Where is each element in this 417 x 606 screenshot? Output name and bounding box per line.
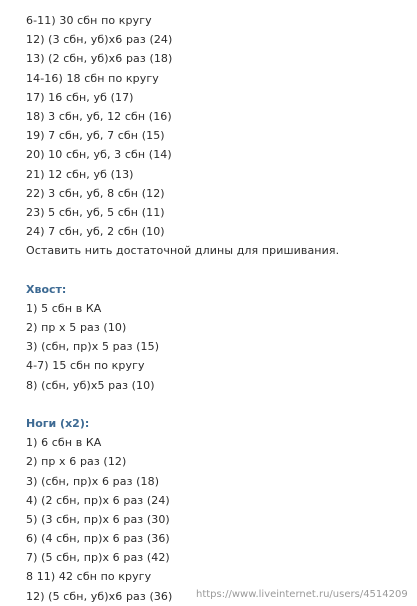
pattern-row: 7) (5 сбн, пр)х 6 раз (42) xyxy=(26,551,170,565)
pattern-row: 17) 16 сбн, уб (17) xyxy=(26,90,134,104)
section-spacer xyxy=(26,260,411,279)
pattern-row: 20) 10 сбн, уб, 3 сбн (14) xyxy=(26,148,172,162)
pattern-row: 3) (сбн, пр)х 6 раз (18) xyxy=(26,474,160,488)
pattern-row: 13) (2 сбн, уб)х6 раз (18) xyxy=(26,52,173,66)
pattern-row: 18) 3 сбн, уб, 12 сбн (16) xyxy=(26,109,172,123)
pattern-row: 21) 12 сбн, уб (13) xyxy=(26,167,134,181)
pattern-row: 24) 7 сбн, уб, 2 сбн (10) xyxy=(26,225,165,239)
pattern-row: 4-7) 15 сбн по кругу xyxy=(26,359,145,373)
pattern-row: 4) (2 сбн, пр)х 6 раз (24) xyxy=(26,493,170,507)
pattern-row: 14-16) 18 сбн по кругу xyxy=(26,71,159,85)
section-spacer xyxy=(26,395,411,414)
pattern-row: 1) 5 сбн в КА xyxy=(26,301,102,315)
pattern-row: 5) (3 сбн, пр)х 6 раз (30) xyxy=(26,512,170,526)
pattern-row: 2) пр х 6 раз (12) xyxy=(26,455,127,469)
pattern-row: 1) 6 сбн в КА xyxy=(26,436,102,450)
pattern-row: 3) (сбн, пр)х 5 раз (15) xyxy=(26,340,160,354)
finishing-note: Оставить нить достаточной длины для пришивания. xyxy=(26,244,340,258)
pattern-row: 12) (3 сбн, уб)х6 раз (24) xyxy=(26,33,173,47)
pattern-row: 8 11) 42 сбн по кругу xyxy=(26,570,152,584)
pattern-row: 6) (4 сбн, пр)х 6 раз (36) xyxy=(26,532,170,546)
legs-section xyxy=(26,414,411,606)
tail-section xyxy=(26,280,411,395)
legs-heading: Ноги (х2): xyxy=(26,416,90,430)
head-section xyxy=(26,11,411,260)
tail-heading: Хвост: xyxy=(26,282,67,296)
pattern-row: 12) (5 сбн, уб)х6 раз (36) xyxy=(26,589,173,603)
pattern-row: 22) 3 сбн, уб, 8 сбн (12) xyxy=(26,186,165,200)
pattern-row: 8) (сбн, уб)х5 раз (10) xyxy=(26,378,155,392)
pattern-document xyxy=(26,11,411,606)
pattern-row: 6-11) 30 сбн по кругу xyxy=(26,14,152,27)
source-watermark: https://www.liveinternet.ru/users/4514209 xyxy=(196,589,408,600)
pattern-row: 2) пр х 5 раз (10) xyxy=(26,321,127,334)
pattern-row: 19) 7 сбн, уб, 7 сбн (15) xyxy=(26,129,165,143)
pattern-row: 23) 5 сбн, уб, 5 сбн (11) xyxy=(26,205,165,219)
